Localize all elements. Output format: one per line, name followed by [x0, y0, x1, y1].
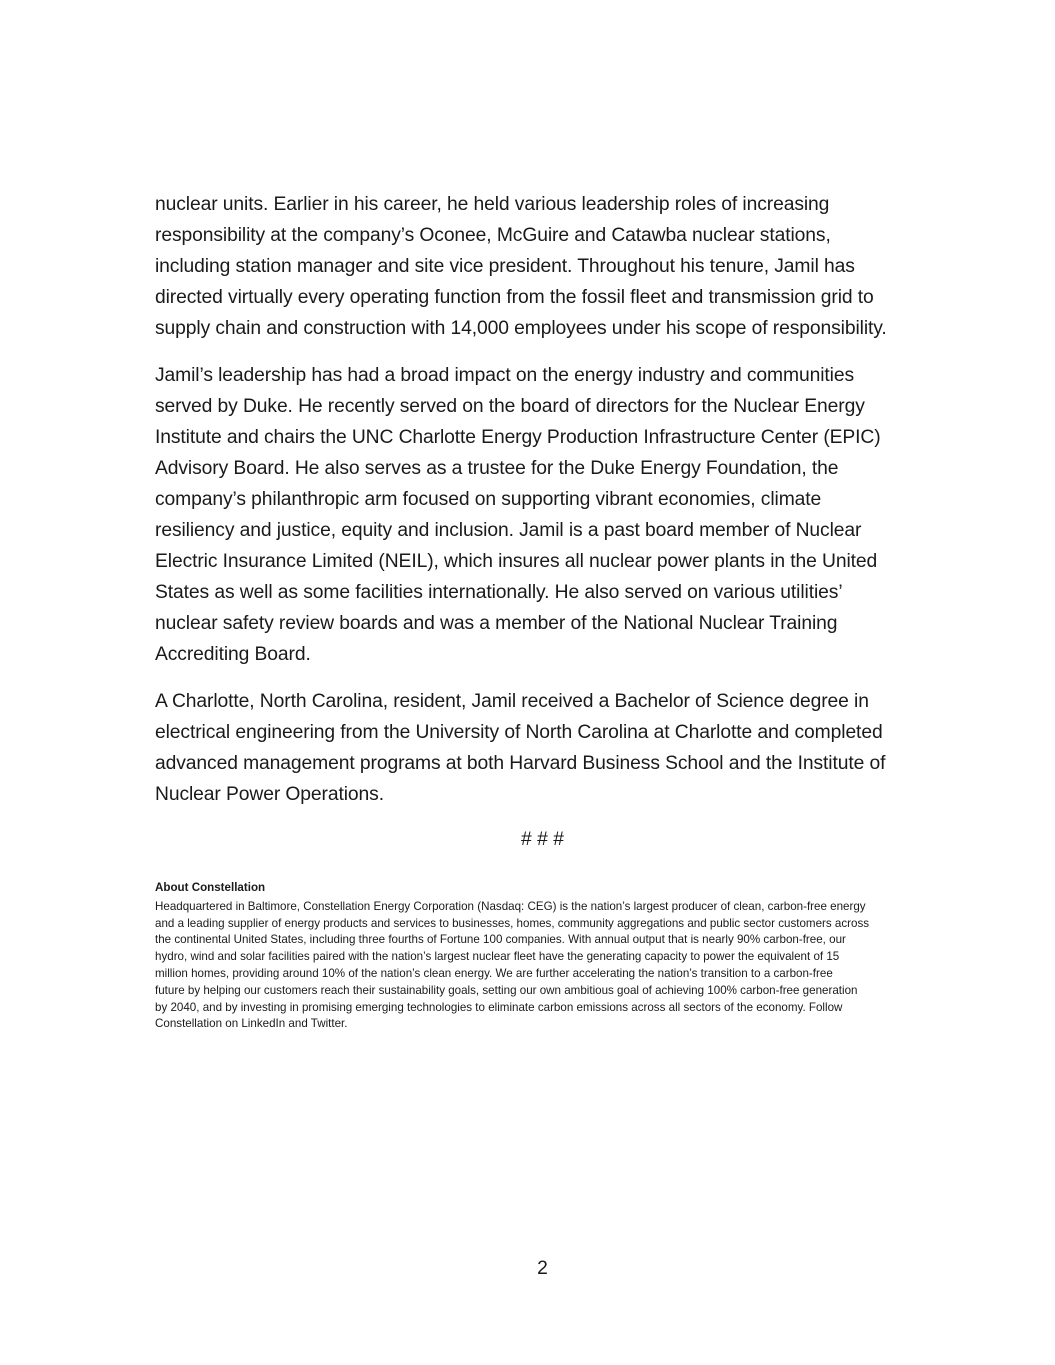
text-line: directed virtually every operating function from the fossil fleet and transmission grid to: [155, 287, 874, 308]
body-text: [155, 189, 930, 826]
text-line: Nuclear Power Operations.: [155, 784, 384, 805]
text-line: nuclear safety review boards and was a member of the National Nuclear Training: [155, 613, 838, 634]
text-line: nuclear units. Earlier in his career, he held various leadership roles of increasing: [155, 194, 830, 215]
page-number: 2: [537, 1258, 548, 1279]
about-body: [155, 899, 945, 1033]
about-line: hydro, wind and solar facilities paired with the nation’s largest nuclear fleet have the generating capacity to power the equivalent of 15: [155, 950, 840, 964]
text-line: Advisory Board. He also serves as a trustee for the Duke Energy Foundation, the: [155, 458, 839, 479]
text-line: supply chain and construction with 14,000 employees under his scope of responsibility.: [155, 318, 887, 339]
text-line: company’s philanthropic arm focused on supporting vibrant economies, climate: [155, 489, 822, 510]
text-line: A Charlotte, North Carolina, resident, Jamil received a Bachelor of Science degree in: [155, 691, 869, 712]
paragraph-career: [155, 189, 930, 344]
text-line: Electric Insurance Limited (NEIL), which insures all nuclear power plants in the United: [155, 551, 878, 572]
text-line: resiliency and justice, equity and inclusion. Jamil is a past board member of Nuclear: [155, 520, 862, 541]
section-separator: # # #: [521, 829, 564, 850]
text-line: States as well as some facilities internationally. He also served on various utilities’: [155, 582, 843, 603]
text-line: electrical engineering from the University of North Carolina at Charlotte and completed: [155, 722, 883, 743]
text-line: responsibility at the company’s Oconee, McGuire and Catawba nuclear stations,: [155, 225, 831, 246]
about-line: future by helping our customers reach their sustainability goals, setting our own ambitious goal of achieving 100% carbon-free generation: [155, 983, 858, 997]
about-line: million homes, providing around 10% of the nation’s clean energy. We are further accelerating the nation’s transition to a carbon-free: [155, 966, 833, 980]
text-line: served by Duke. He recently served on the board of directors for the Nuclear Energy: [155, 396, 865, 417]
text-line: advanced management programs at both Harvard Business School and the Institute of: [155, 753, 886, 774]
about-section: [155, 880, 945, 1033]
about-line: and a leading supplier of energy products and services to businesses, homes, community aggregations and public sector customers across: [155, 916, 870, 930]
about-line: Constellation on LinkedIn and Twitter.: [155, 1017, 348, 1031]
paragraph-leadership: [155, 360, 930, 670]
paragraph-education: [155, 686, 930, 810]
about-heading: About Constellation: [155, 881, 266, 894]
text-line: Jamil’s leadership has had a broad impact on the energy industry and communities: [155, 365, 855, 386]
text-line: including station manager and site vice president. Throughout his tenure, Jamil has: [155, 256, 855, 277]
text-line: Accrediting Board.: [155, 644, 311, 665]
about-line: by 2040, and by investing in promising emerging technologies to eliminate carbon emissions across all sectors of the economy. Follow: [155, 1000, 843, 1014]
about-line: Headquartered in Baltimore, Constellation Energy Corporation (Nasdaq: CEG) is the nation’s largest producer of clean, carbon-free energy: [155, 899, 866, 913]
about-line: the continental United States, including three fourths of Fortune 100 companies. With annual output that is nearly 90% carbon-free, our: [155, 933, 846, 947]
text-line: Institute and chairs the UNC Charlotte Energy Production Infrastructure Center (EPIC): [155, 427, 881, 448]
